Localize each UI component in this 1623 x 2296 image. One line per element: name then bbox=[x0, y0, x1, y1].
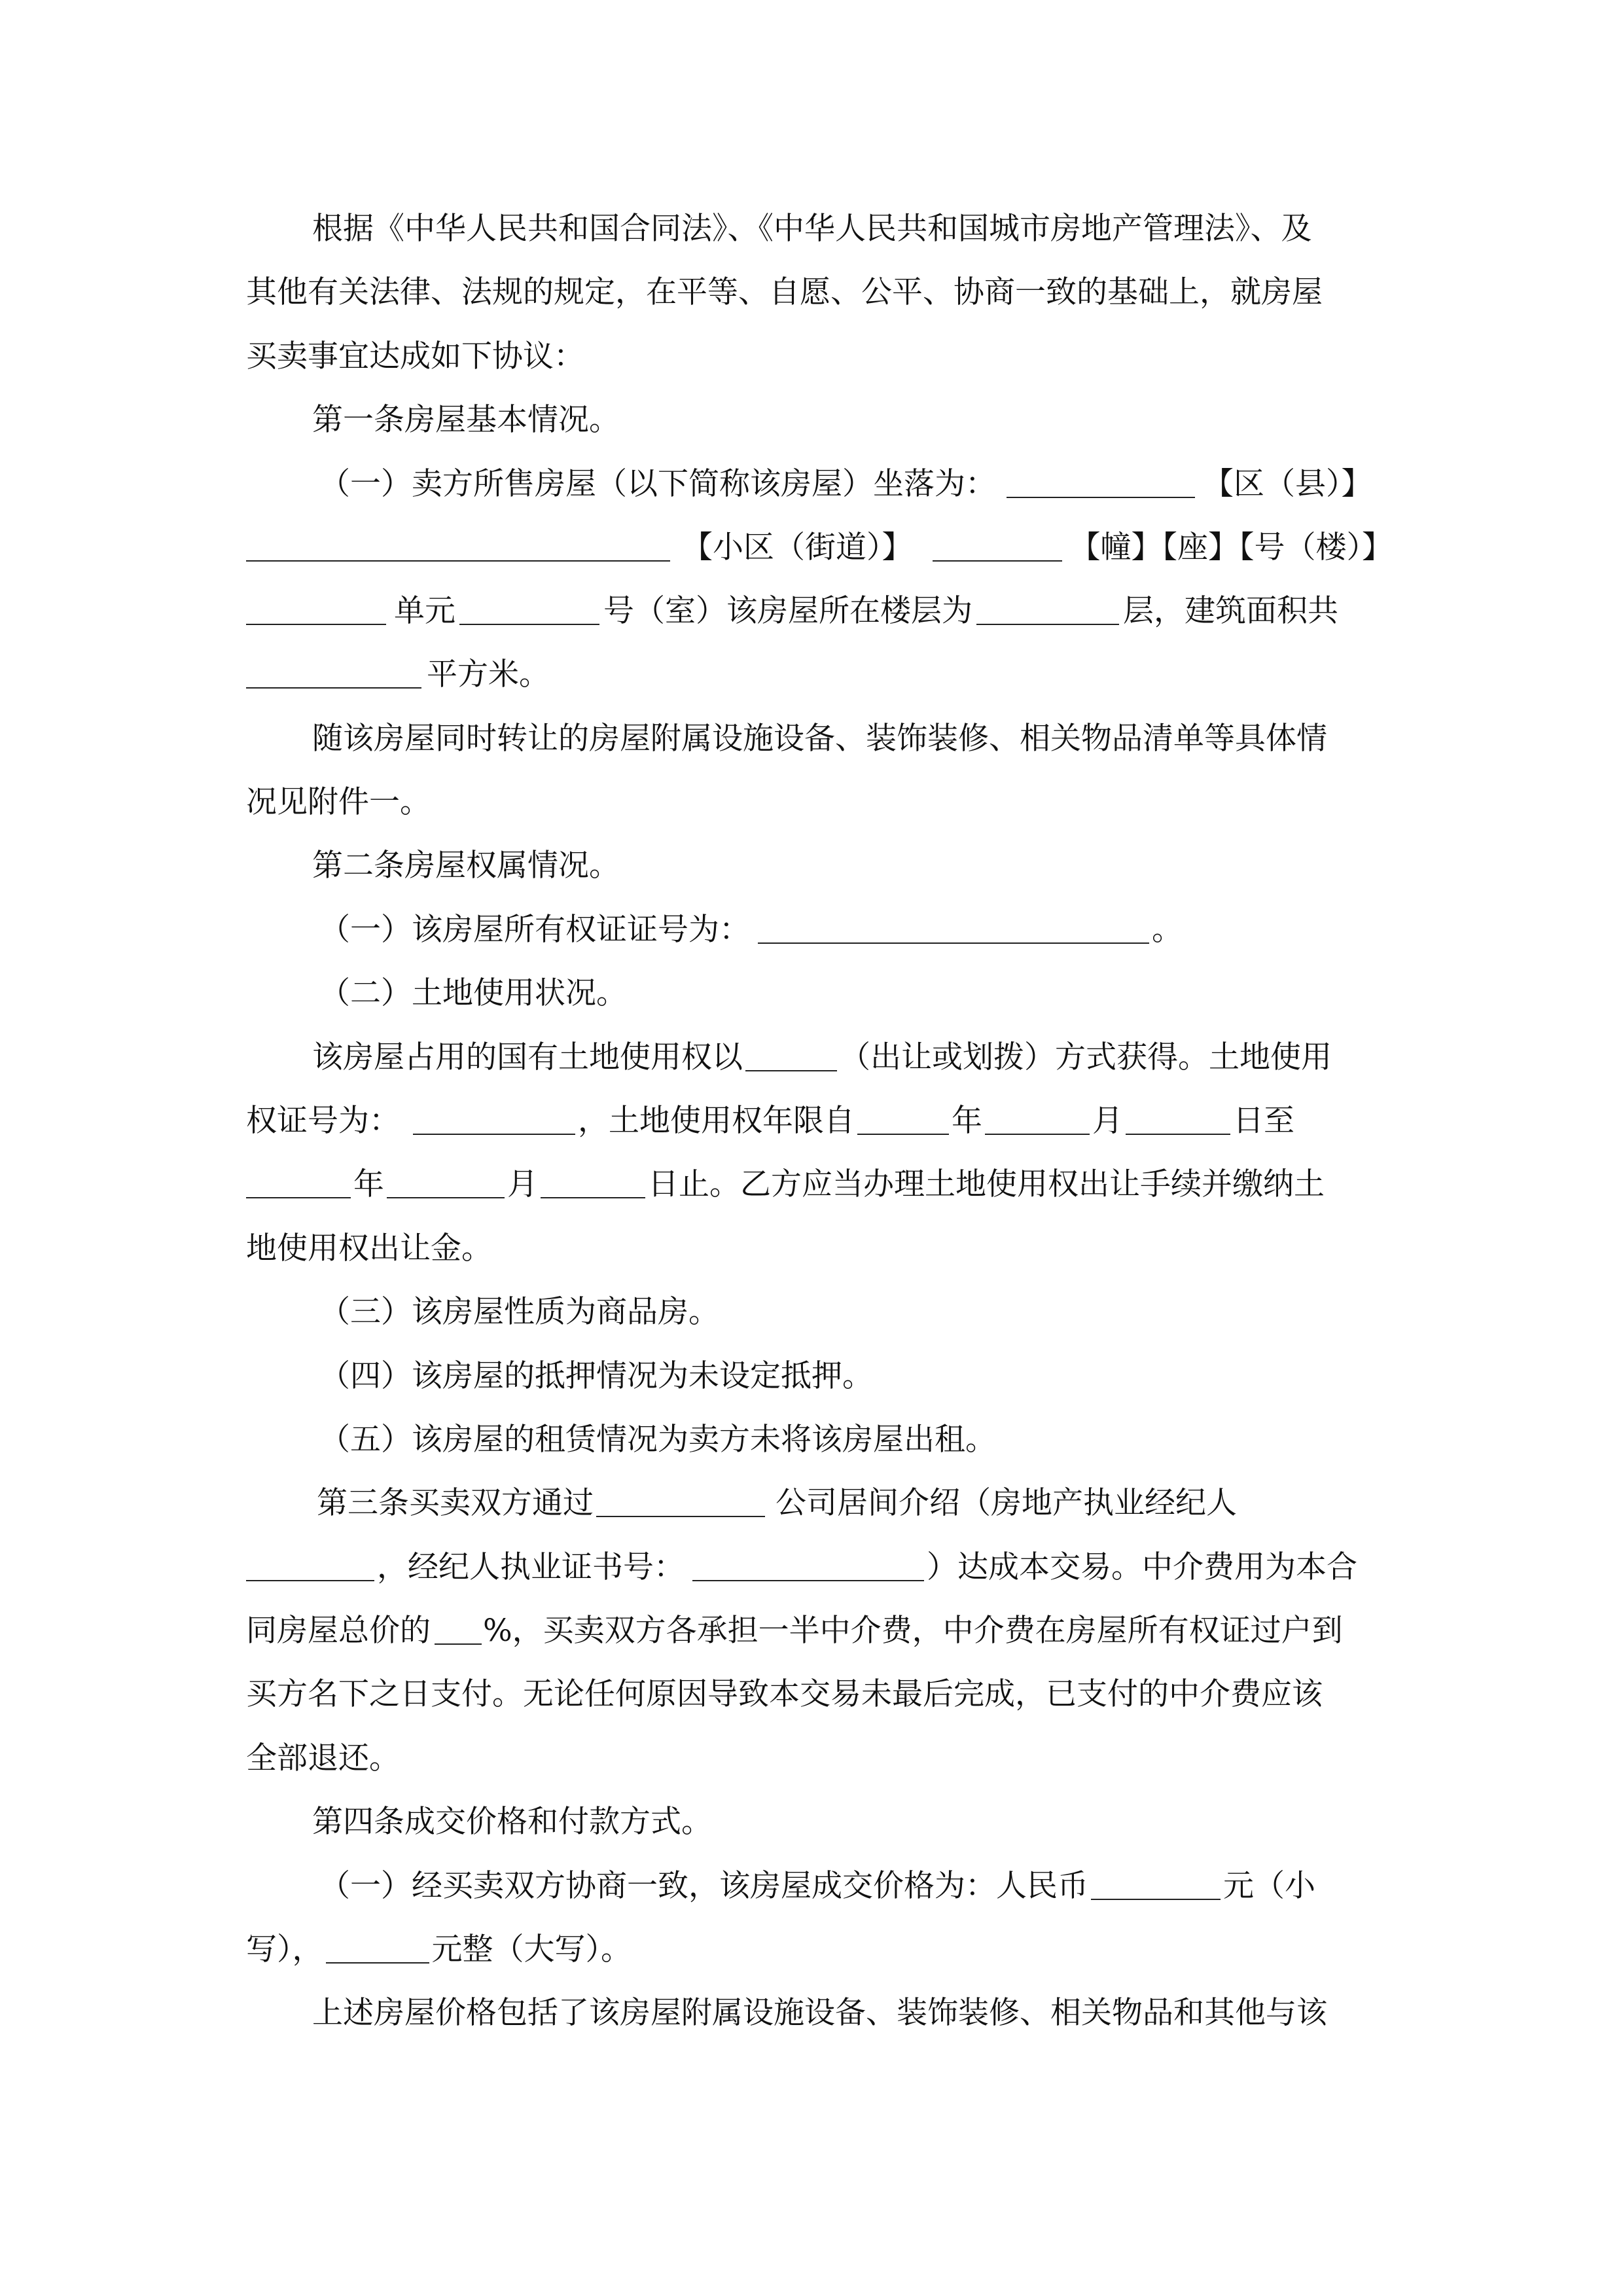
line-text: 随该房屋同时转让的房屋附属设施设备、装饰装修、相关物品清单等具体情 bbox=[312, 721, 1327, 757]
paragraph-line bbox=[319, 974, 627, 1013]
blank-field bbox=[1007, 468, 1195, 498]
line-text: 买卖事宜达成如下协议： bbox=[246, 338, 584, 374]
paragraph-line bbox=[246, 1229, 492, 1268]
line-text: 月 bbox=[1092, 1103, 1123, 1139]
line-text: 年 bbox=[952, 1103, 982, 1139]
paragraph-line bbox=[312, 1038, 1332, 1077]
line-text: 该房屋占用的国有土地使用权以 bbox=[312, 1039, 743, 1075]
paragraph-line bbox=[246, 337, 584, 376]
paragraph-line bbox=[312, 209, 1312, 249]
line-text: 根据《中华人民共和国合同法》、《中华人民共和国城市房地产管理法》、及 bbox=[312, 211, 1312, 247]
line-text: 【小区（街道）】 bbox=[682, 529, 913, 565]
line-text: 日至 bbox=[1233, 1103, 1294, 1139]
paragraph-line bbox=[319, 910, 1183, 950]
line-text: 地使用权出让金。 bbox=[246, 1230, 492, 1266]
blank-field bbox=[1091, 1870, 1221, 1900]
paragraph-line bbox=[312, 1994, 1327, 2033]
section-heading bbox=[312, 1803, 712, 1842]
paragraph-line bbox=[246, 1165, 1325, 1204]
line-text: 公司居间介绍（房地产执业经纪人 bbox=[776, 1485, 1237, 1521]
blank-field bbox=[326, 1933, 429, 1964]
line-text: （二）土地使用状况。 bbox=[319, 975, 627, 1011]
section-heading bbox=[317, 1484, 1237, 1523]
blank-field bbox=[413, 1105, 575, 1135]
line-text: 【区（县）】 bbox=[1203, 466, 1372, 502]
paragraph-line bbox=[319, 1867, 1315, 1906]
blank-field bbox=[246, 1168, 351, 1198]
paragraph-line bbox=[246, 655, 550, 694]
line-text: （出让或划拨）方式获得。土地使用 bbox=[840, 1039, 1332, 1075]
paragraph-line bbox=[246, 1102, 1294, 1141]
line-text: %，买卖双方各承担一半中介费，中介费在房屋所有权证过户到 bbox=[483, 1613, 1343, 1649]
blank-field bbox=[758, 914, 1149, 944]
paragraph-line bbox=[246, 1739, 400, 1778]
line-text: 其他有关法律、法规的规定，在平等、自愿、公平、协商一致的基础上，就房屋 bbox=[246, 274, 1323, 310]
paragraph-line bbox=[246, 1930, 632, 1969]
line-text: 月 bbox=[507, 1166, 538, 1202]
paragraph-line bbox=[319, 1357, 873, 1396]
paragraph-line bbox=[319, 465, 1372, 504]
blank-field bbox=[246, 658, 421, 689]
line-text: 第二条房屋权属情况。 bbox=[312, 848, 620, 884]
line-text: 写）， bbox=[246, 1931, 323, 1967]
line-text: 上述房屋价格包括了该房屋附属设施设备、装饰装修、相关物品和其他与该 bbox=[312, 1995, 1327, 2031]
line-text: 年 bbox=[353, 1166, 384, 1202]
blank-field bbox=[246, 595, 386, 625]
paragraph-line bbox=[246, 528, 1393, 567]
line-text: 权证号为： bbox=[246, 1103, 400, 1139]
paragraph-line bbox=[319, 1420, 996, 1460]
blank-field bbox=[745, 1041, 837, 1071]
line-text: 元（小 bbox=[1223, 1868, 1315, 1904]
blank-field bbox=[246, 531, 670, 562]
line-text: （一）卖方所售房屋（以下简称该房屋）坐落为： bbox=[319, 466, 996, 502]
paragraph-line bbox=[246, 1611, 1343, 1651]
line-text: 平方米。 bbox=[427, 656, 550, 692]
paragraph-line bbox=[246, 273, 1323, 312]
line-text: 第三条买卖双方通过 bbox=[317, 1485, 594, 1521]
blank-field bbox=[857, 1105, 949, 1135]
blank-field bbox=[435, 1615, 482, 1645]
blank-field bbox=[933, 531, 1062, 562]
line-text: 号（室）该房屋所在楼层为 bbox=[603, 593, 972, 629]
line-text: ，经纪人执业证书号： bbox=[377, 1549, 685, 1585]
paragraph-line bbox=[246, 1675, 1323, 1714]
blank-field bbox=[246, 1551, 374, 1581]
line-text: 全部退还。 bbox=[246, 1740, 400, 1776]
line-text: （四）该房屋的抵押情况为未设定抵押。 bbox=[319, 1358, 873, 1394]
line-text: 同房屋总价的 bbox=[246, 1613, 431, 1649]
section-heading bbox=[312, 846, 620, 886]
line-text: 买方名下之日支付。无论任何原因导致本交易未最后完成，已支付的中介费应该 bbox=[246, 1676, 1323, 1712]
line-text: 。 bbox=[1152, 912, 1183, 948]
line-text: 第一条房屋基本情况。 bbox=[312, 402, 620, 438]
blank-field bbox=[596, 1487, 765, 1517]
blank-field bbox=[1126, 1105, 1230, 1135]
blank-field bbox=[459, 595, 599, 625]
section-heading bbox=[312, 401, 620, 440]
blank-field bbox=[692, 1551, 924, 1581]
line-text: （五）该房屋的租赁情况为卖方未将该房屋出租。 bbox=[319, 1422, 996, 1458]
line-text: 层，建筑面积共 bbox=[1123, 593, 1338, 629]
line-text: 第四条成交价格和付款方式。 bbox=[312, 1804, 712, 1840]
paragraph-line bbox=[312, 719, 1327, 759]
blank-field bbox=[387, 1168, 505, 1198]
line-text: 况见附件一。 bbox=[246, 784, 431, 820]
line-text: ，土地使用权年限自 bbox=[578, 1103, 855, 1139]
line-text: （一）经买卖双方协商一致，该房屋成交价格为：人民币 bbox=[319, 1868, 1088, 1904]
paragraph-line bbox=[319, 1293, 719, 1332]
paragraph-line bbox=[246, 783, 431, 822]
line-text: 【幢】【座】【号（楼）】 bbox=[1069, 529, 1393, 565]
blank-field bbox=[541, 1168, 645, 1198]
line-text: 日止。乙方应当办理土地使用权出让手续并缴纳土 bbox=[648, 1166, 1325, 1202]
paragraph-line bbox=[246, 1548, 1357, 1587]
line-text: （一）该房屋所有权证证号为： bbox=[319, 912, 750, 948]
line-text: （三）该房屋性质为商品房。 bbox=[319, 1294, 719, 1330]
paragraph-line bbox=[246, 592, 1338, 631]
line-text: 元整（大写）。 bbox=[431, 1931, 632, 1967]
blank-field bbox=[985, 1105, 1090, 1135]
line-text: 单元 bbox=[394, 593, 455, 629]
line-text: ）达成本交易。中介费用为本合 bbox=[927, 1549, 1357, 1585]
blank-field bbox=[976, 595, 1119, 625]
